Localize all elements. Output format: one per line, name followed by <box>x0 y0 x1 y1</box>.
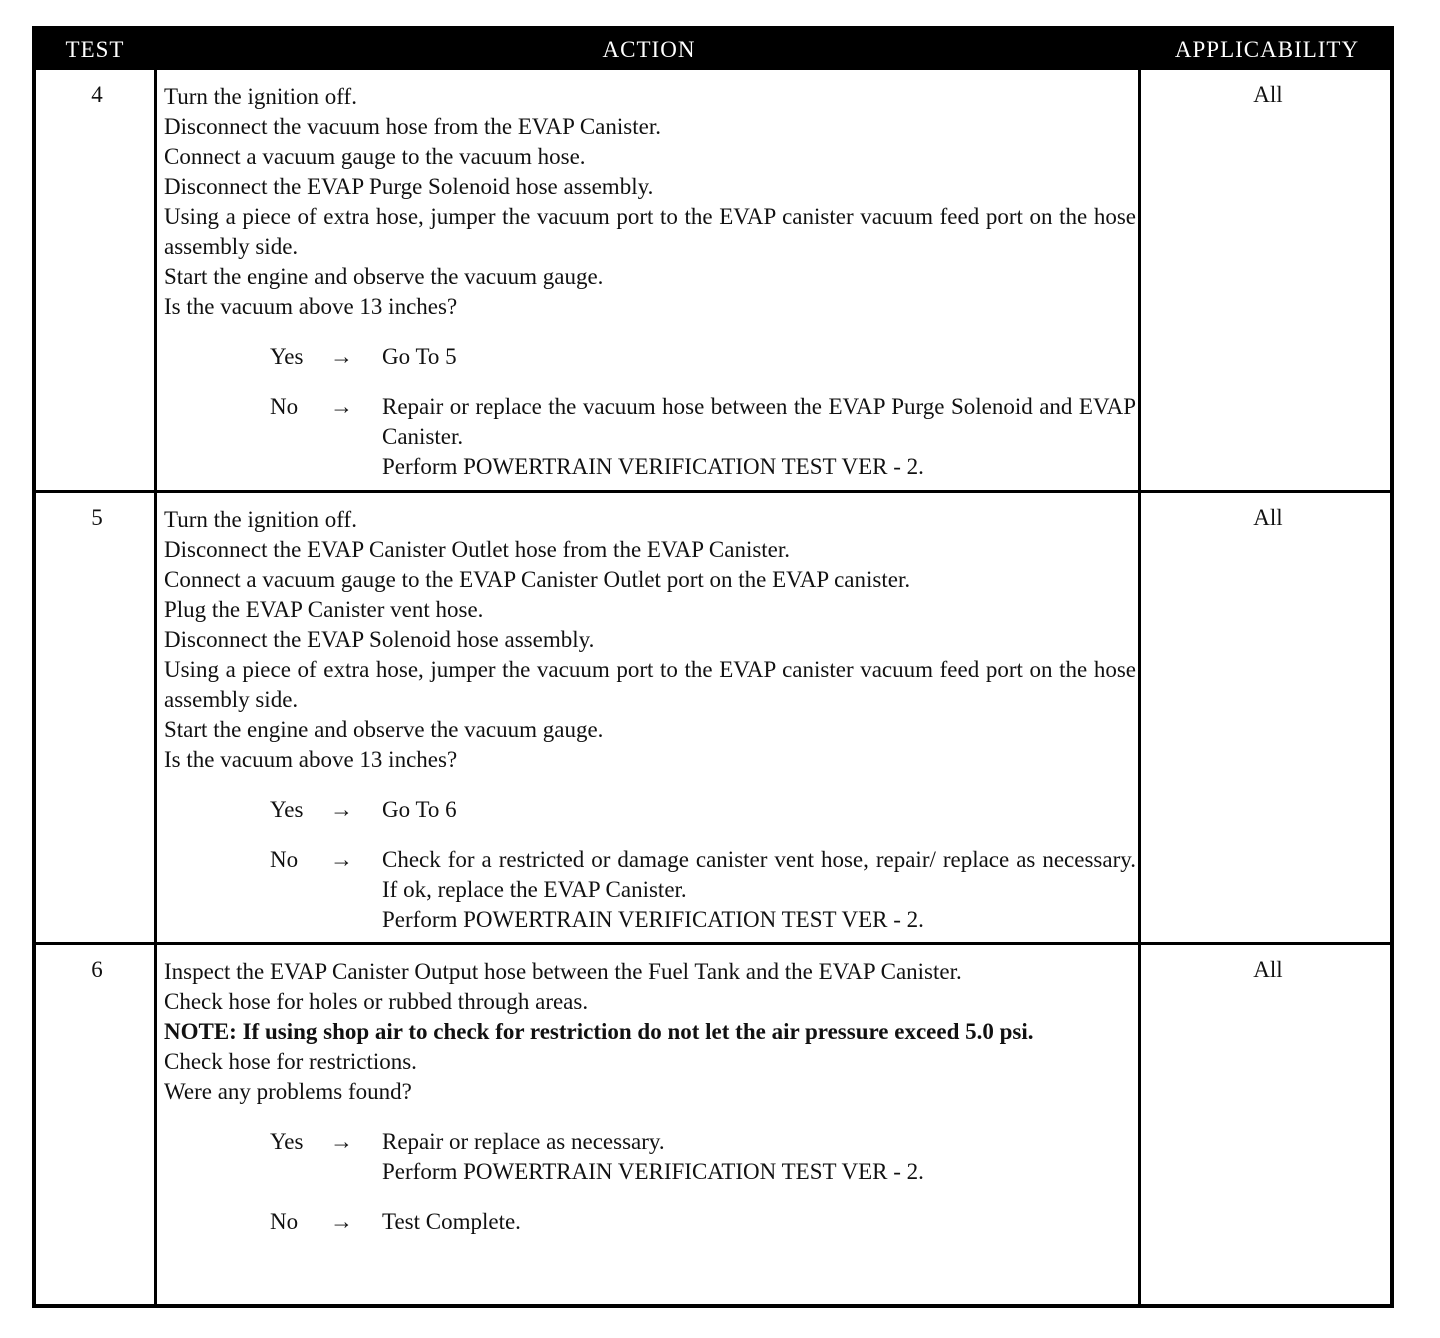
no-text-line: Check for a restricted or damage canister vent hose, repair/ replace as necessary. If ok, replace the EVAP Canister. <box>382 847 1136 902</box>
yes-label: Yes <box>270 1129 304 1154</box>
table-row <box>36 493 1390 942</box>
header-action: ACTION <box>602 37 696 62</box>
no-text-line: Perform POWERTRAIN VERIFICATION TEST VER - 2. <box>382 454 924 479</box>
action-line: Start the engine and observe the vacuum gauge. <box>164 264 604 289</box>
no-branch <box>164 1207 1136 1237</box>
action-line: Turn the ignition off. <box>164 84 357 109</box>
action-line: Check hose for holes or rubbed through areas. <box>164 989 589 1014</box>
action-cell <box>164 82 1136 482</box>
no-text <box>382 392 1136 482</box>
right-arrow-icon: → <box>330 847 353 872</box>
no-label: No <box>270 847 299 872</box>
no-text-line: Repair or replace the vacuum hose between the EVAP Purge Solenoid and EVAP Canister. <box>382 394 1136 449</box>
test-number: 6 <box>91 957 103 982</box>
test-number: 4 <box>91 82 103 107</box>
right-arrow-icon: → <box>330 1129 353 1154</box>
right-arrow-icon: → <box>330 394 353 419</box>
test-number: 5 <box>91 505 103 530</box>
action-line: Using a piece of extra hose, jumper the vacuum port to the EVAP canister vacuum feed port on the hose assembly side. <box>164 657 1136 712</box>
header-test: TEST <box>65 37 125 62</box>
action-line: Check hose for restrictions. <box>164 1049 417 1074</box>
action-line: Were any problems found? <box>164 1079 412 1104</box>
action-line: Turn the ignition off. <box>164 507 357 532</box>
action-line: Connect a vacuum gauge to the vacuum hose. <box>164 144 586 169</box>
right-arrow-icon: → <box>330 1209 353 1234</box>
yes-text <box>382 342 1136 372</box>
decision-block <box>164 1127 1136 1237</box>
yes-label: Yes <box>270 344 304 369</box>
no-label: No <box>270 1209 299 1234</box>
applicability-cell: All <box>1253 505 1283 530</box>
note-line: NOTE: If using shop air to check for restriction do not let the air pressure exceed 5.0 psi. <box>164 1019 1034 1044</box>
table-header <box>36 30 1390 70</box>
diagnostic-table <box>32 26 1394 1308</box>
action-line: Using a piece of extra hose, jumper the vacuum port to the EVAP canister vacuum feed port on the hose assembly side. <box>164 204 1136 259</box>
yes-text <box>382 1127 1136 1187</box>
action-line: Inspect the EVAP Canister Output hose between the Fuel Tank and the EVAP Canister. <box>164 959 962 984</box>
no-text <box>382 845 1136 935</box>
table-row <box>36 70 1390 490</box>
action-line: Plug the EVAP Canister vent hose. <box>164 597 484 622</box>
yes-text-line: Repair or replace as necessary. <box>382 1129 665 1154</box>
no-text <box>382 1207 1136 1237</box>
yes-text-line: Go To 6 <box>382 797 457 822</box>
applicability-cell: All <box>1253 82 1283 107</box>
action-cell <box>164 957 1136 1237</box>
action-line: Disconnect the EVAP Purge Solenoid hose assembly. <box>164 174 654 199</box>
action-line: Disconnect the EVAP Solenoid hose assembly. <box>164 627 595 652</box>
right-arrow-icon: → <box>330 797 353 822</box>
header-applicability: APPLICABILITY <box>1174 37 1360 62</box>
yes-branch <box>164 1127 1136 1187</box>
no-text-line: Perform POWERTRAIN VERIFICATION TEST VER - 2. <box>382 907 924 932</box>
no-branch <box>164 845 1136 935</box>
action-line: Connect a vacuum gauge to the EVAP Canister Outlet port on the EVAP canister. <box>164 567 911 592</box>
no-text-line: Test Complete. <box>382 1209 521 1234</box>
action-line: Is the vacuum above 13 inches? <box>164 294 458 319</box>
action-line: Is the vacuum above 13 inches? <box>164 747 458 772</box>
yes-branch <box>164 342 1136 372</box>
right-arrow-icon: → <box>330 344 353 369</box>
no-label: No <box>270 394 299 419</box>
yes-label: Yes <box>270 797 304 822</box>
yes-text-line: Go To 5 <box>382 344 457 369</box>
yes-branch <box>164 795 1136 825</box>
decision-block <box>164 795 1136 935</box>
table-row <box>36 945 1390 1308</box>
action-line: Start the engine and observe the vacuum gauge. <box>164 717 604 742</box>
action-line: Disconnect the EVAP Canister Outlet hose from the EVAP Canister. <box>164 537 791 562</box>
applicability-cell: All <box>1253 957 1283 982</box>
yes-text-line: Perform POWERTRAIN VERIFICATION TEST VER - 2. <box>382 1159 924 1184</box>
decision-block <box>164 342 1136 482</box>
action-cell <box>164 505 1136 935</box>
no-branch <box>164 392 1136 482</box>
yes-text <box>382 795 1136 825</box>
action-line: Disconnect the vacuum hose from the EVAP Canister. <box>164 114 661 139</box>
